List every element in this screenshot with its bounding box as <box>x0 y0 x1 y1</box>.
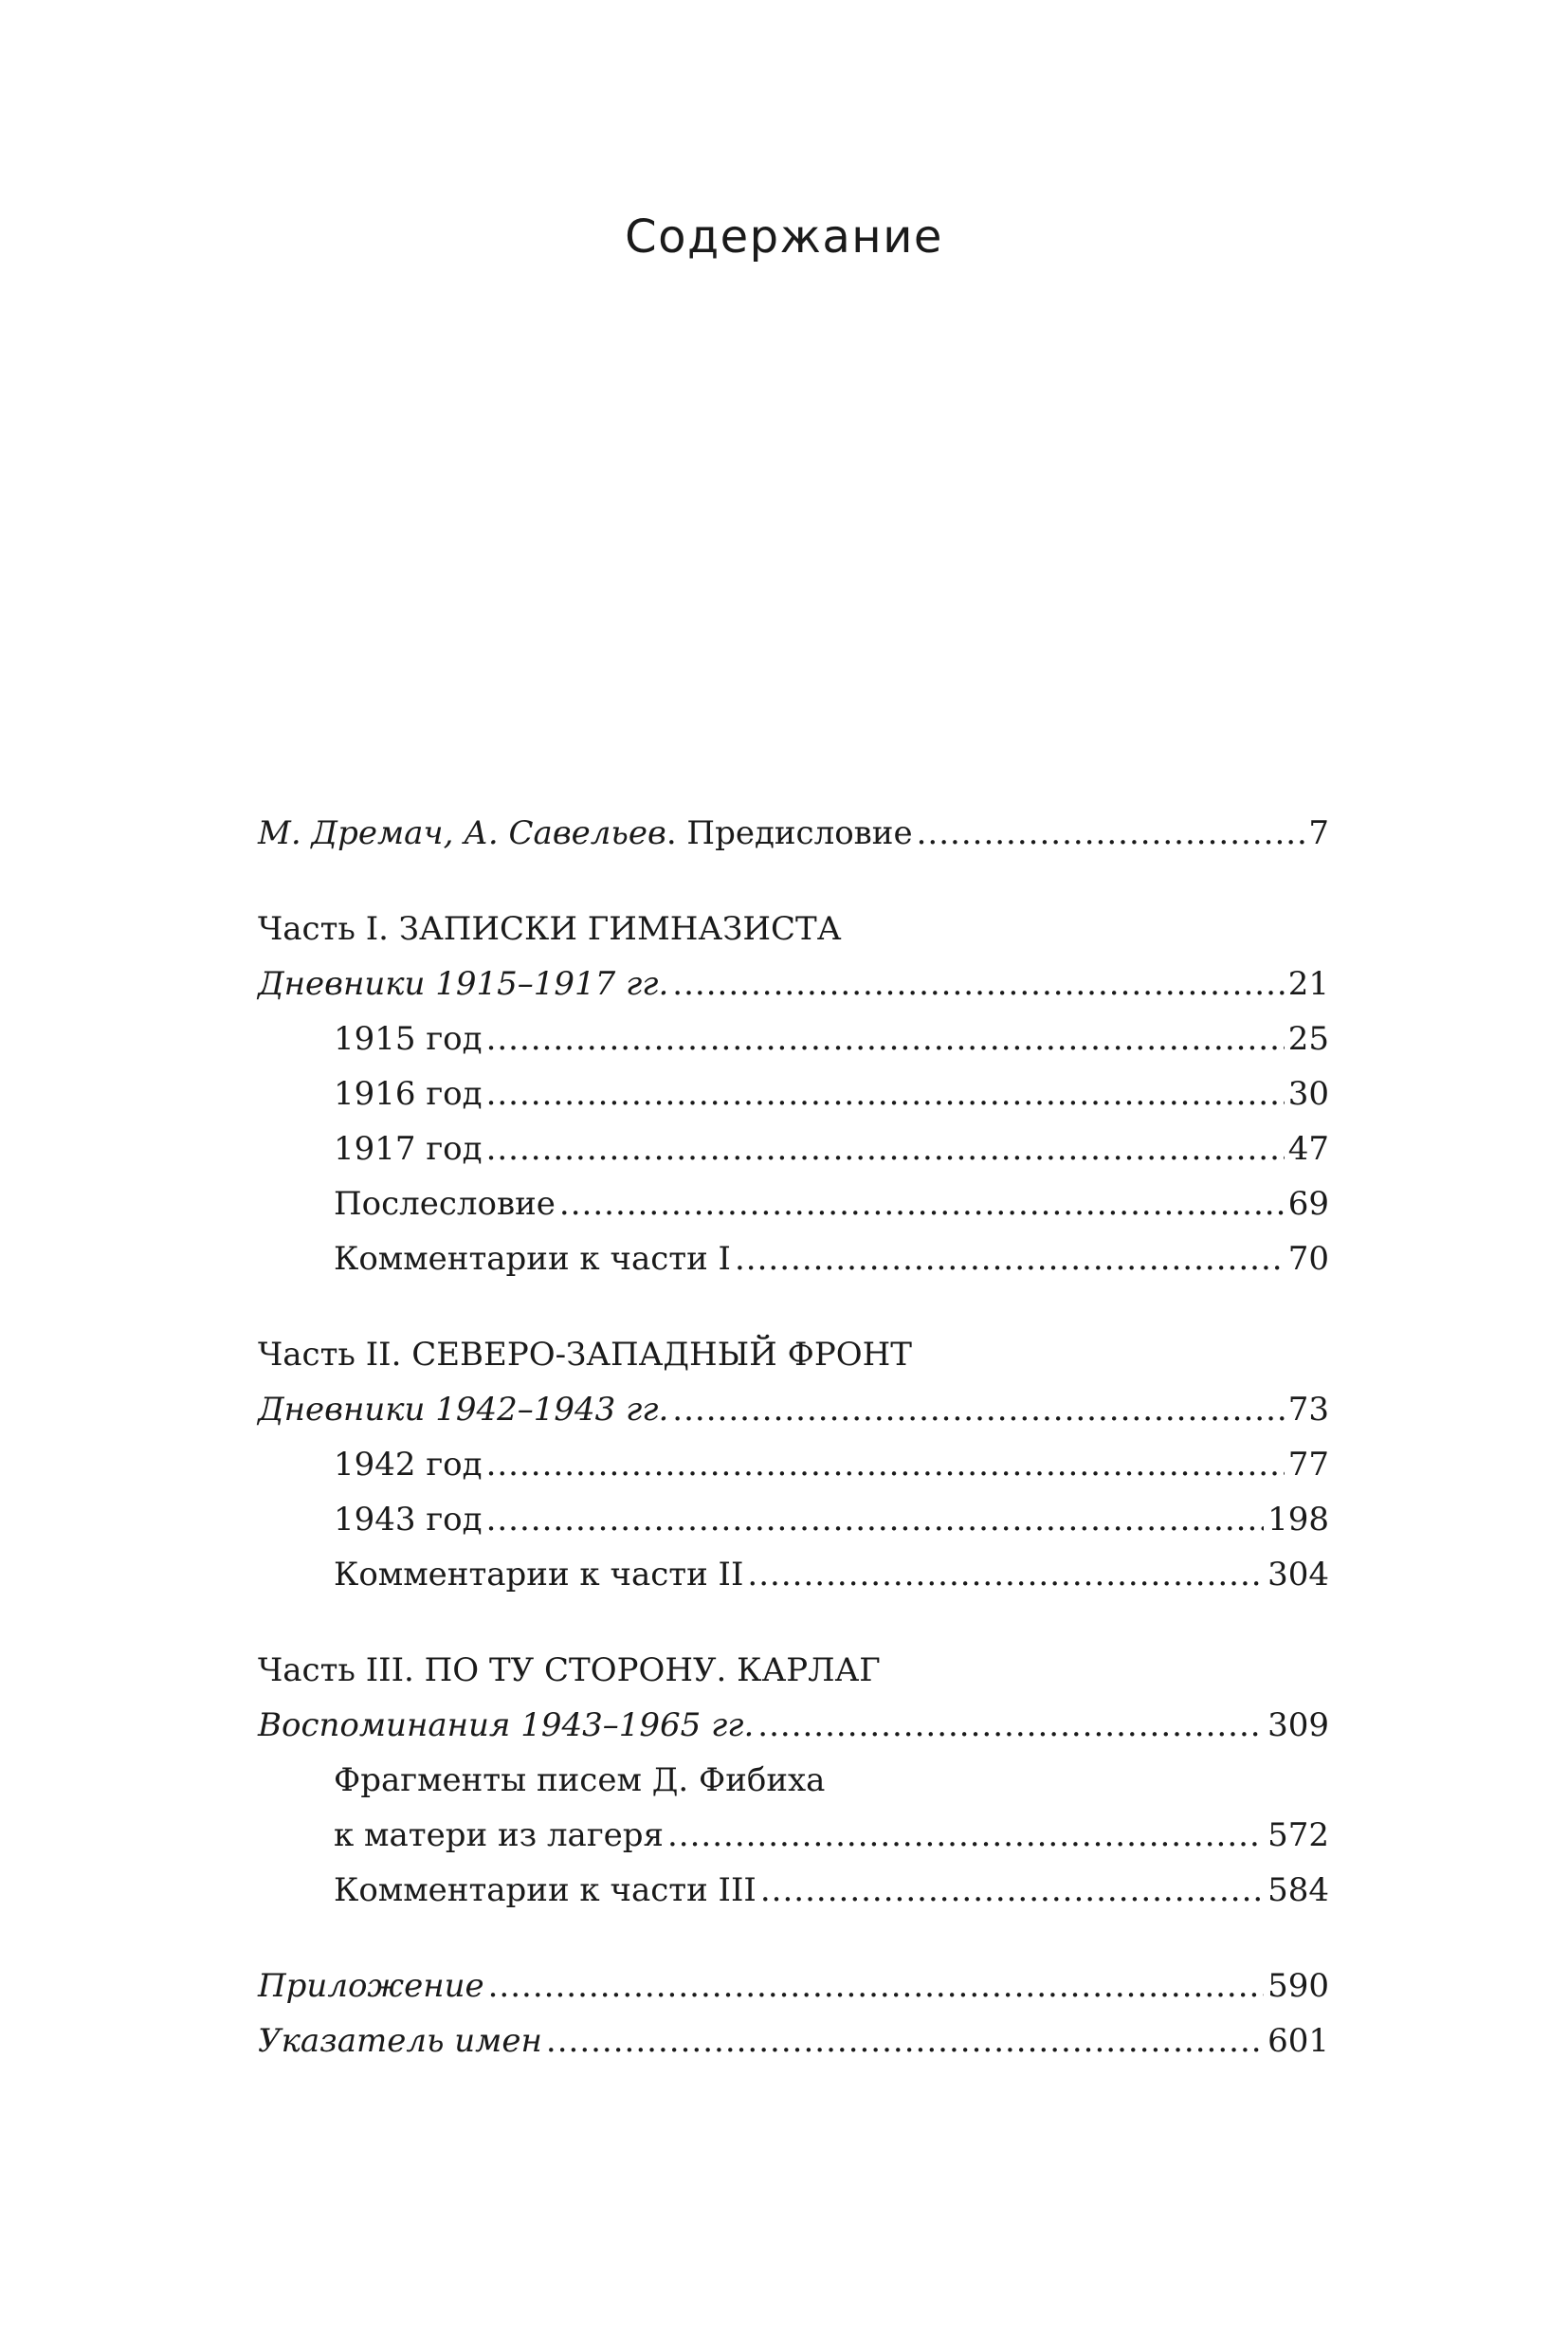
toc-page-number: 30 <box>1287 1075 1329 1113</box>
dot-leader <box>747 1547 1264 1602</box>
toc-entry-label: Дневники 1915–1917 гг. <box>258 965 669 1003</box>
toc-entry-index[interactable] <box>258 2013 1329 2068</box>
toc-entry[interactable] <box>258 1437 1329 1492</box>
toc-entry-letters[interactable] <box>258 1808 1329 1863</box>
toc-entry[interactable] <box>258 1492 1329 1547</box>
toc-entry-label: 1917 год <box>334 1130 483 1168</box>
toc-entry-label: Воспоминания 1943–1965 гг. <box>258 1706 755 1744</box>
dot-leader <box>486 1121 1285 1176</box>
dot-leader <box>486 1066 1285 1121</box>
toc-entry-label: 1942 год <box>334 1446 483 1484</box>
toc-entry-label: Комментарии к части III <box>334 1871 757 1909</box>
toc-page-number: 7 <box>1308 814 1329 852</box>
toc-page-number: 309 <box>1267 1706 1329 1744</box>
toc-entry-part3-memoirs[interactable] <box>258 1698 1329 1753</box>
toc-page-number: 304 <box>1267 1556 1329 1594</box>
toc-entry[interactable] <box>258 1066 1329 1121</box>
toc-entry[interactable] <box>258 1547 1329 1602</box>
toc-entry-preface[interactable] <box>258 806 1329 861</box>
dot-leader <box>757 1698 1264 1753</box>
preface-label: . Предисловие <box>665 814 913 852</box>
toc-entry-part1-diary[interactable] <box>258 956 1329 1011</box>
dot-leader <box>667 1808 1264 1863</box>
toc-entry[interactable] <box>258 1176 1329 1231</box>
toc-page-number: 198 <box>1267 1501 1329 1539</box>
toc-entry-appendix[interactable] <box>258 1958 1329 2013</box>
toc-entry-label: Приложение <box>258 1967 484 2005</box>
toc-page-number: 73 <box>1287 1391 1329 1429</box>
dot-leader <box>672 1382 1284 1437</box>
toc-entry[interactable] <box>258 1231 1329 1286</box>
toc-group-preface <box>258 806 1329 861</box>
dot-leader <box>559 1176 1285 1231</box>
dot-leader <box>486 1011 1285 1066</box>
dot-leader <box>488 1958 1264 2013</box>
dot-leader <box>917 806 1305 861</box>
toc-entry-label: Указатель имен <box>258 2022 542 2060</box>
toc-entry[interactable] <box>258 1121 1329 1176</box>
toc-entry[interactable] <box>258 1011 1329 1066</box>
toc-entry-label <box>258 806 913 861</box>
dot-leader <box>546 2013 1264 2068</box>
toc-entry-label: 1915 год <box>334 1020 483 1058</box>
page-title: Содержание <box>625 210 943 264</box>
dot-leader <box>486 1492 1265 1547</box>
toc-entry-label: 1916 год <box>334 1075 483 1113</box>
toc-page-number: 21 <box>1287 965 1329 1003</box>
toc-group-part1 <box>258 902 1329 1286</box>
toc-entry-label: Послесловие <box>334 1185 556 1223</box>
toc-page-number: 47 <box>1287 1130 1329 1168</box>
dot-leader <box>735 1231 1285 1286</box>
toc-group-part3 <box>258 1643 1329 1918</box>
toc-page-number: 69 <box>1287 1185 1329 1223</box>
toc-page-number: 70 <box>1287 1240 1329 1278</box>
toc-entry-label: 1943 год <box>334 1501 483 1539</box>
toc-entry[interactable] <box>258 1863 1329 1918</box>
toc-entry-letters-line1: Фрагменты писем Д. Фибиха <box>334 1761 826 1799</box>
toc-entry-label: Комментарии к части I <box>334 1240 731 1278</box>
toc-entry-label: Дневники 1942–1943 гг. <box>258 1391 669 1429</box>
part2-heading: Часть II. СЕВЕРО-ЗАПАДНЫЙ ФРОНТ <box>258 1336 912 1374</box>
part1-heading: Часть I. ЗАПИСКИ ГИМНАЗИСТА <box>258 910 842 948</box>
table-of-contents <box>258 806 1329 2068</box>
toc-page-number: 25 <box>1287 1020 1329 1058</box>
preface-authors: М. Дремач, А. Савельев <box>258 814 666 852</box>
toc-entry-part2-diary[interactable] <box>258 1382 1329 1437</box>
dot-leader <box>672 956 1284 1011</box>
toc-group-back-matter <box>258 1958 1329 2068</box>
toc-page-number: 601 <box>1267 2022 1329 2060</box>
toc-page-number: 590 <box>1267 1967 1329 2005</box>
dot-leader <box>486 1437 1285 1492</box>
toc-group-part2 <box>258 1327 1329 1602</box>
toc-page-number: 572 <box>1267 1816 1329 1854</box>
toc-entry-label: Комментарии к части II <box>334 1556 744 1594</box>
toc-page-number: 77 <box>1287 1446 1329 1484</box>
dot-leader <box>760 1863 1264 1918</box>
part3-heading: Часть III. ПО ТУ СТОРОНУ. КАРЛАГ <box>258 1651 881 1689</box>
toc-page-number: 584 <box>1267 1871 1329 1909</box>
toc-entry-label: к матери из лагеря <box>334 1816 664 1854</box>
